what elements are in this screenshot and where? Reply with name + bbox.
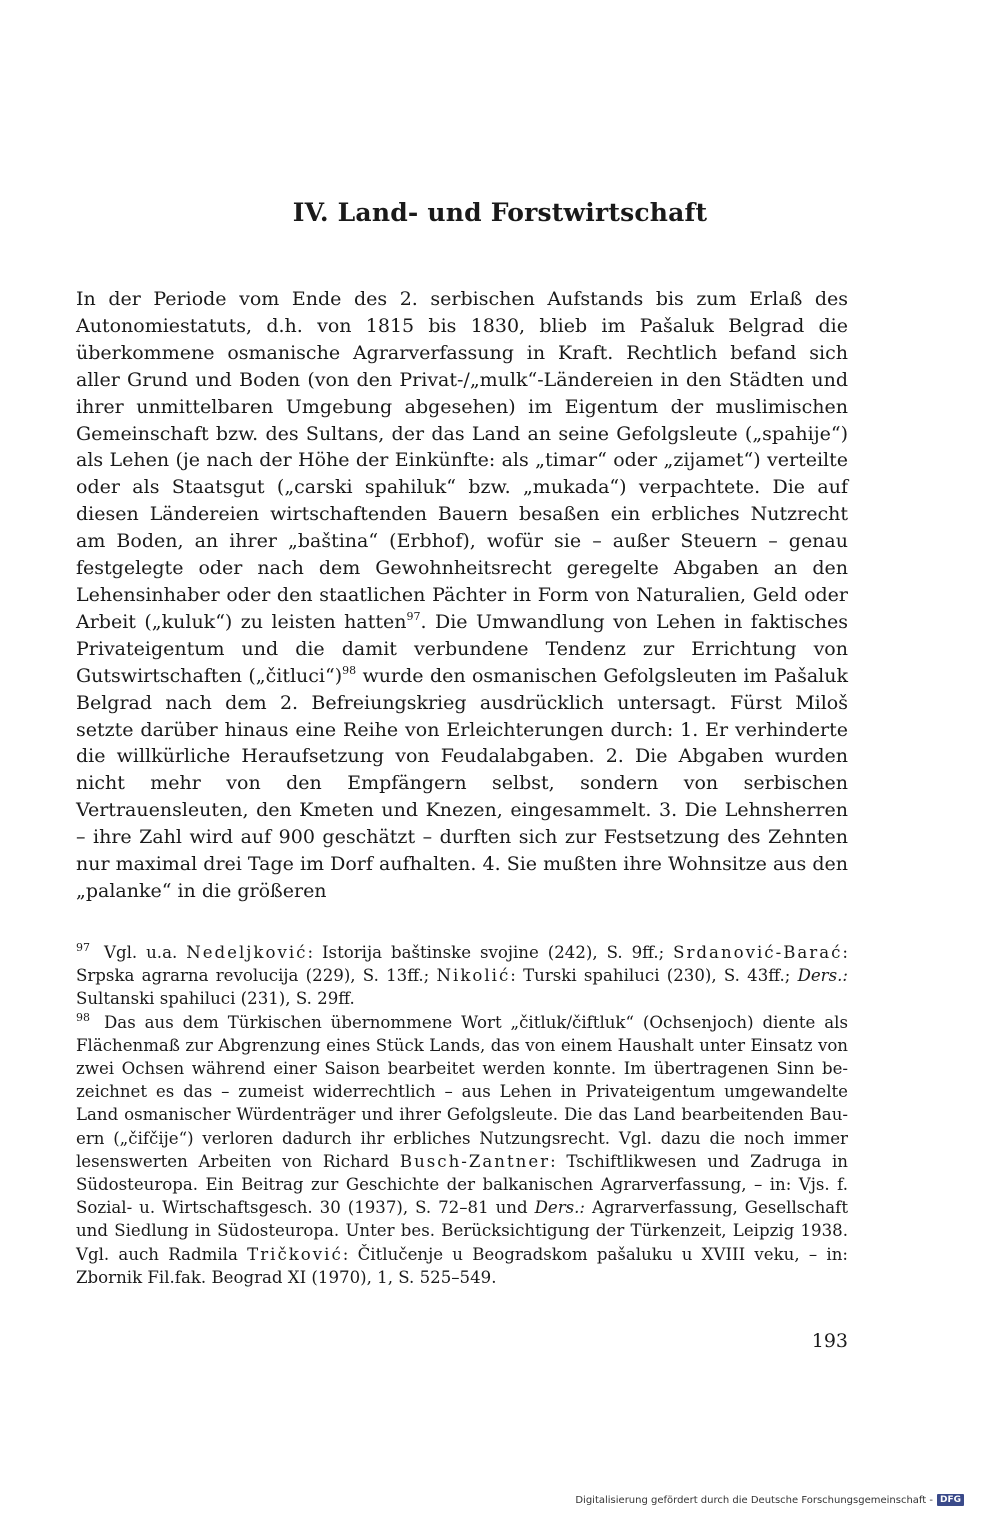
footnote-text: : Turski spahiluci (230), S. 43ff.; <box>510 966 798 986</box>
body-paragraph <box>76 286 848 905</box>
footnote-text: Vgl. u.a. <box>104 943 187 962</box>
footnote-98 <box>76 1011 848 1289</box>
dfg-logo-icon: DFG <box>937 1494 964 1506</box>
footnote-reference-98[interactable]: 98 <box>342 663 357 677</box>
footnote-mark: 97 <box>76 941 90 954</box>
page-number: 193 <box>811 1330 848 1352</box>
footnote-text: : Srpska agrarna revolucija (229), S. 13ff.; <box>76 943 848 986</box>
ders-abbreviation: Ders.: <box>534 1198 586 1218</box>
footnote-text: : Čitlučenje u Beogradskom pašaluku u XVIII veku, – in: Zbornik Fil.fak. Beograd XI (1970), 1, S. 525–549. <box>76 1244 848 1287</box>
footnote-97 <box>76 941 848 1011</box>
footnote-text: Sultanski spahiluci (231), S. 29ff. <box>76 989 355 1009</box>
digitization-credit <box>575 1494 964 1506</box>
footnotes <box>76 941 848 1289</box>
footnote-text: : Tschiftlikwesen und Zadruga in Südosteuropa. Ein Beitrag zur Geschichte der balkanischen Agrarverfassung, – in: Vjs. f. Sozial- u. Wirtschaftsgesch. 30 (1937), S. 72–81 und <box>76 1151 848 1218</box>
footnote-text: Das aus dem Türkischen übernommene Wort „čitluk/čiftluk“ (Ochsenjoch) diente als Flächenmaß zur Abgrenzung eines Stück Lands, das von einem Haushalt unter Einsatz von zwei Ochsen während einer Saison bearbeitet werden konnte. Im übertragenen Sinn bezeichnet es das – zumeist widerrechtlich – aus Lehen in Privateigentum umgewandelte Land osmanischer Würdenträger und ihrer Gefolgsleute. Die das Land bearbeitenden Bauern („čifčije“) verloren dadurch ihr erbliches Nutzungsrecht. Vgl. dazu die noch immer lesenswerten Arbeiten von Richard <box>76 1012 848 1171</box>
author-name: Nedeljković <box>186 943 308 962</box>
page-title: IV. Land- und Forstwirtschaft <box>292 198 708 227</box>
author-name: Srdanović-Barać <box>673 943 843 962</box>
footnote-text: Agrarverfassung, Gesellschaft und Siedlung in Südosteuropa. Unter bes. Berücksichtigung der Türkenzeit, Leipzig 1938. Vgl. auch Radmila <box>76 1198 848 1264</box>
author-name: Busch-Zantner <box>399 1151 551 1171</box>
footnote-text: : Istorija baštinske svojine (242), S. 9ff.; <box>307 943 674 962</box>
author-name: Tričković <box>247 1244 343 1264</box>
author-name: Nikolić <box>436 966 511 986</box>
footnote-reference-97[interactable]: 97 <box>406 609 421 623</box>
ders-abbreviation: Ders.: <box>797 966 849 986</box>
credit-text: Digitalisierung gefördert durch die Deutsche Forschungsgemeinschaft - <box>575 1494 933 1506</box>
footnote-mark: 98 <box>76 1010 90 1024</box>
body-text-part-1: In der Periode vom Ende des 2. serbischen Aufstands bis zum Erlaß des Autonomiestatuts, d.h. von 1815 bis 1830, blieb im Pašaluk Belgrad die überkommene osmanische Agrarverfassung in Kraft. Rechtlich befand sich aller Grund und Boden (von den Privat-/„mulk“-Ländereien in den Städten und ihrer unmittelbaren Umgebung abgesehen) im Eigentum der muslimischen Gemeinschaft bzw. des Sultans, der das Land an seine Gefolgsleute („spahije“) als Lehen (je nach der Höhe der Einkünfte: als „timar“ oder „zijamet“) verteilte oder als Staatsgut („carski spahiluk“ bzw. „mukada“) verpachtete. Die auf diesen Ländereien wirtschaftenden Bauern besaßen ein erbliches Nutzrecht am Boden, an ihrer „baština“ (Erbhof), wofür sie – außer Steuern – genau festgelegte oder nach dem Gewohnheitsrecht geregelte Abgaben an den Lehensinhaber oder den staatlichen Pächter in Form von Naturalien, Geld oder Arbeit („kuluk“) zu leisten hatten <box>76 288 848 633</box>
body-text-part-2: . Die Umwandlung von Lehen in faktisches Privateigentum und die damit verbundene Tendenz zur Errichtung von Gutswirtschaften („čitluci“) <box>76 610 849 687</box>
body-text-part-3: wurde den osmanischen Gefolgsleuten im Pašaluk Belgrad nach dem 2. Befreiungskrieg ausdrücklich untersagt. Fürst Miloš setzte darüber hinaus eine Reihe von Erleichterungen durch: 1. Er verhinderte die willkürliche Heraufsetzung von Feudalabgaben. 2. Die Abgaben wurden nicht mehr von den Empfängern selbst, sondern von serbischen Vertrauensleuten, den Kmeten und Knezen, eingesammelt. 3. Die Lehnsherren – ihre Zahl wird auf 900 geschätzt – durften sich zur Festsetzung des Zehnten nur maximal drei Tage im Dorf aufhalten. 4. Sie mußten ihre Wohnsitze aus den „palanke“ in die größeren <box>76 664 848 902</box>
